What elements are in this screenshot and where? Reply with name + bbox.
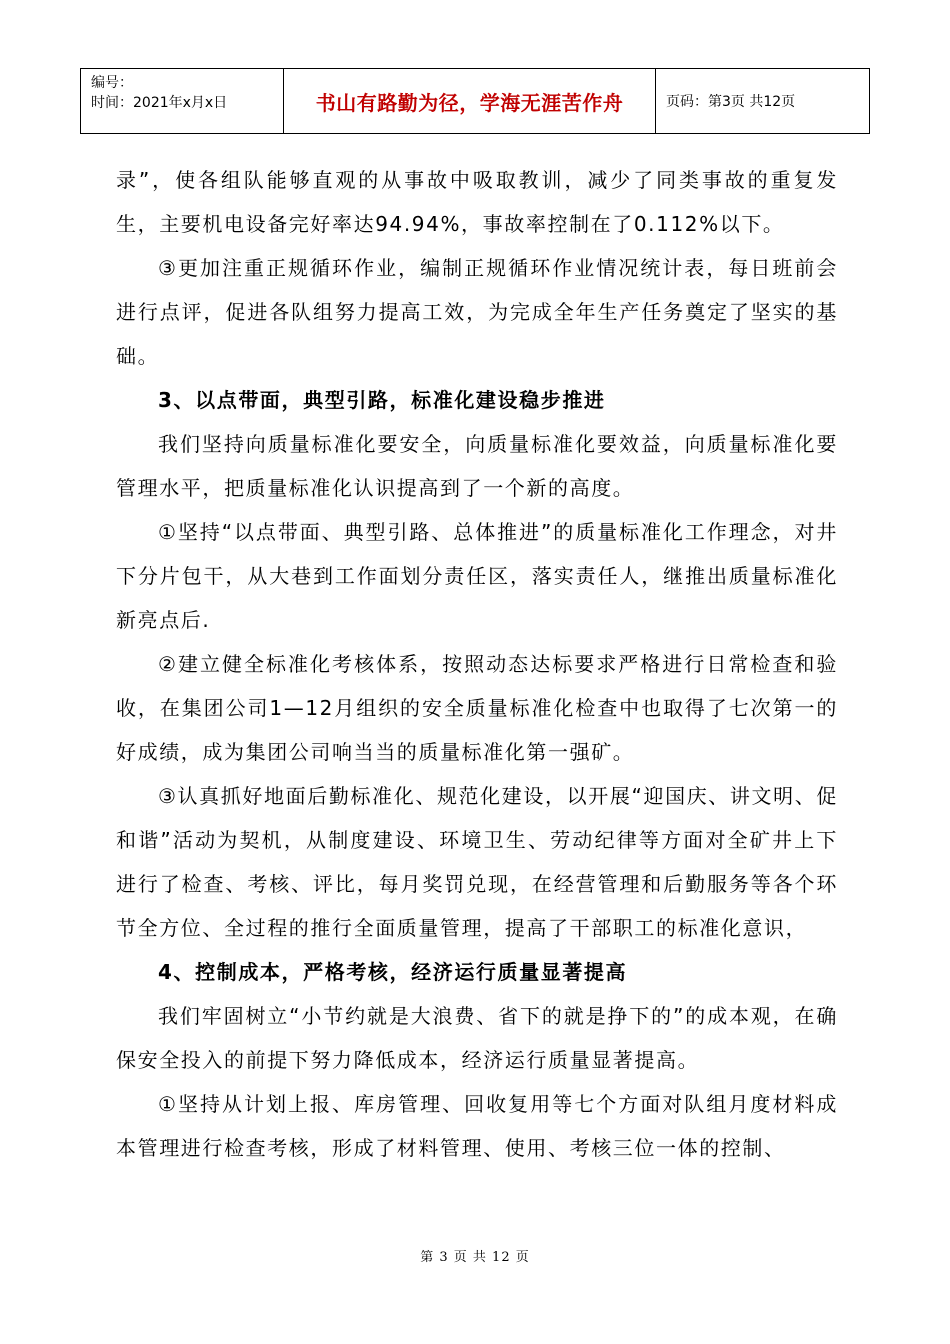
page-footer: 第 3 页 共 12 页 [420,1250,530,1265]
paragraph-item-1b: ①坚持从计划上报、库房管理、回收复用等七个方面对队组月度材料成本管理进行检查考核，形成了材料管理、使用、考核三位一体的控制、 [116,1092,838,1160]
paragraph-continuation: 录”，使各组队能够直观的从事故中吸取教训，减少了同类事故的重复发生，主要机电设备完好率达94.94%，事故率控制在了0.112%以下。 [116,168,838,236]
document-header-table [80,68,870,134]
document-body [116,158,838,1170]
paragraph-item-2: ②建立健全标准化考核体系，按照动态达标要求严格进行日常检查和验收，在集团公司1—12月组织的安全质量标准化检查中也取得了七次第一的好成绩，成为集团公司响当当的质量标准化第一强矿。 [116,652,838,764]
header-page-info: 页码：第3页 共12页 [666,94,796,110]
paragraph-item-3b: ③认真抓好地面后勤标准化、规范化建设，以开展“迎国庆、讲文明、促和谐”活动为契机，从制度建设、环境卫生、劳动纪律等方面对全矿井上下进行了检查、考核、评比，每月奖罚兑现，在经营管理和后勤服务等各个环节全方位、全过程的推行全面质量管理，提高了干部职工的标准化意识， [116,784,838,940]
header-number-label: 编号： [91,75,133,91]
header-meta-cell [81,69,284,133]
header-time-label: 时间：2021年x月x日 [91,95,228,111]
section-heading-4: 4、控制成本，严格考核，经济运行质量显著提高 [158,960,628,984]
header-motto: 书山有路勤为径，学海无涯苦作舟 [315,90,624,115]
paragraph-item-3: ③更加注重正规循环作业，编制正规循环作业情况统计表，每日班前会进行点评，促进各队组努力提高工效，为完成全年生产任务奠定了坚实的基础。 [116,256,838,368]
paragraph-intro-4: 我们牢固树立“小节约就是大浪费、省下的就是挣下的”的成本观，在确保安全投入的前提下努力降低成本，经济运行质量显著提高。 [116,1004,838,1072]
header-motto-cell [284,69,656,133]
header-page-cell [656,69,869,133]
paragraph-intro-3: 我们坚持向质量标准化要安全，向质量标准化要效益，向质量标准化要管理水平，把质量标准化认识提高到了一个新的高度。 [116,432,838,500]
paragraph-item-1: ①坚持“以点带面、典型引路、总体推进”的质量标准化工作理念，对井下分片包干，从大巷到工作面划分责任区，落实责任人，继推出质量标准化新亮点后. [116,520,838,632]
section-heading-3: 3、以点带面，典型引路，标准化建设稳步推进 [158,388,606,412]
